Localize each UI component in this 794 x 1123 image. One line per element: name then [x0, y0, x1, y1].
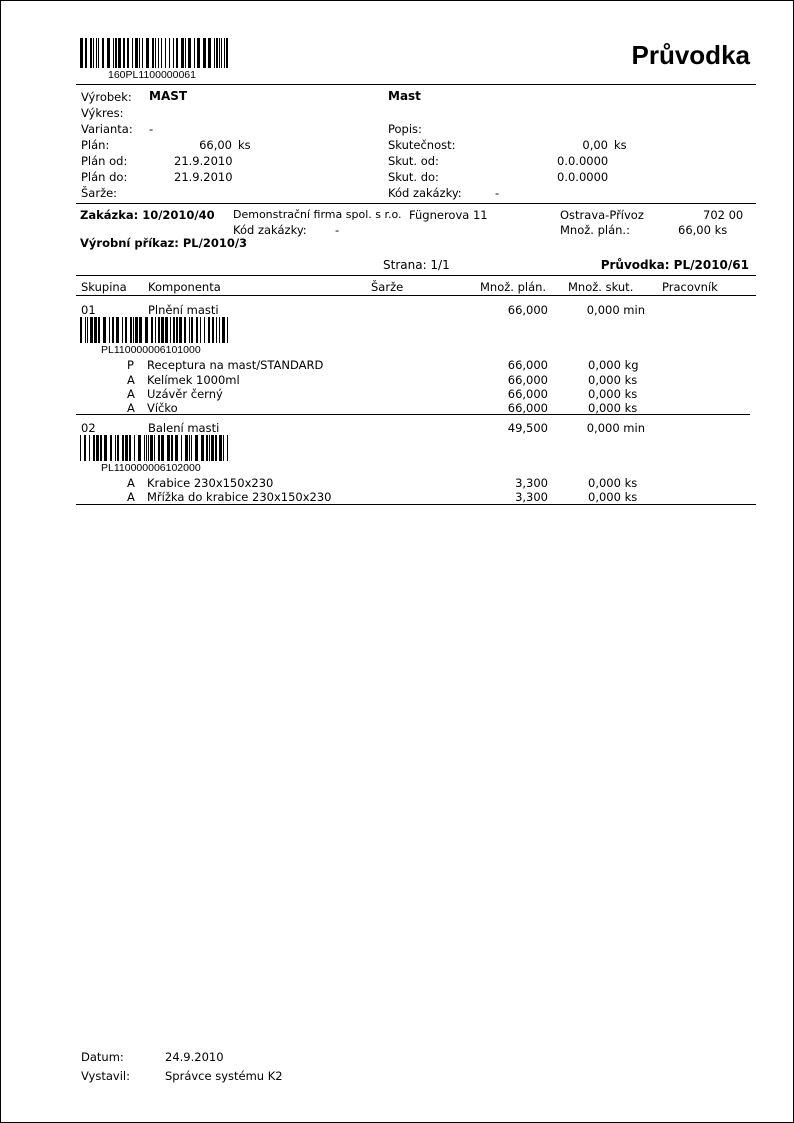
item-type: A: [127, 373, 135, 387]
skutecnost-label: Skutečnost:: [388, 138, 456, 152]
skut-do-value: 0.0.0000: [557, 170, 609, 184]
popis-label: Popis:: [388, 122, 422, 136]
varianta-label: Varianta:: [81, 122, 133, 136]
col-skupina: Skupina: [81, 280, 127, 294]
info-divider: [76, 203, 756, 204]
col-komponenta: Komponenta: [148, 280, 221, 294]
item-name: Krabice 230x150x230: [147, 476, 274, 490]
firma: Demonstrační firma spol. s r.o.: [233, 208, 402, 221]
item-skut: 0,000 ks: [588, 401, 638, 415]
table-header-divider: [76, 295, 756, 296]
header-barcode: [80, 38, 228, 68]
group-plan: 66,000: [507, 303, 548, 317]
item-plan: 66,000: [507, 358, 548, 372]
group-barcode: [80, 317, 228, 343]
item-type: A: [127, 387, 135, 401]
group-barcode-text: PL110000006101000: [101, 344, 201, 356]
group-barcode-text: PL110000006102000: [101, 462, 201, 474]
header-barcode-text: 160PL1100000061: [108, 69, 196, 81]
psc: 702 00: [703, 208, 744, 222]
datum-value: 24.9.2010: [165, 1050, 224, 1064]
item-name: Receptura na mast/STANDARD: [147, 358, 324, 372]
group-name: Balení masti: [148, 421, 220, 435]
item-plan: 3,300: [515, 476, 548, 490]
skut-od-label: Skut. od:: [388, 154, 439, 168]
page-number: Strana: 1/1: [383, 258, 450, 272]
document-title: Průvodka: [631, 40, 750, 70]
plan-value: 66,00: [199, 138, 232, 152]
skutecnost-value: 0,00: [582, 138, 608, 152]
item-skut: 0,000 ks: [588, 387, 638, 401]
col-sarze: Šarže: [371, 280, 404, 294]
item-skut: 0,000 kg: [588, 358, 639, 372]
item-name: Mřížka do krabice 230x150x230: [147, 490, 332, 504]
vystavil-label: Vystavil:: [81, 1069, 130, 1083]
mesto: Ostrava-Přívoz: [560, 208, 644, 222]
table-bottom-divider: [76, 504, 756, 505]
kod-zakazky-value: -: [495, 186, 500, 200]
vyrobek-label: Výrobek:: [81, 90, 132, 104]
item-name: Kelímek 1000ml: [147, 373, 240, 387]
zakazka: Zakázka: 10/2010/40: [80, 208, 215, 222]
vykres-label: Výkres:: [81, 106, 124, 120]
datum-label: Datum:: [81, 1050, 124, 1064]
table-top-divider: [76, 275, 756, 276]
group-skut: 0,000 min: [586, 303, 645, 317]
item-name: Víčko: [147, 401, 178, 415]
item-skut: 0,000 ks: [588, 490, 638, 504]
item-plan: 66,000: [507, 401, 548, 415]
group-name: Plnění masti: [148, 303, 219, 317]
item-type: A: [127, 476, 135, 490]
group-code: 01: [81, 303, 96, 317]
ulice: Fügnerova 11: [409, 208, 488, 222]
vyrobni-prikaz: Výrobní příkaz: PL/2010/3: [80, 236, 248, 250]
plan-do-value: 21.9.2010: [174, 170, 233, 184]
mnoz-plan-label: Množ. plán.:: [560, 223, 630, 237]
skut-od-value: 0.0.0000: [557, 154, 609, 168]
plan-do-label: Plán do:: [81, 170, 128, 184]
col-mnoz-skut: Množ. skut.: [568, 280, 634, 294]
kod-zakazky-label: Kód zakázky:: [388, 186, 462, 200]
col-pracovnik: Pracovník: [662, 280, 718, 294]
item-plan: 3,300: [515, 490, 548, 504]
pruvodka-number: Průvodka: PL/2010/61: [600, 258, 749, 272]
plan-unit: ks: [238, 138, 251, 152]
group-divider: [76, 414, 750, 415]
item-type: P: [127, 358, 134, 372]
item-name: Uzávěr černý: [147, 387, 223, 401]
vystavil-value: Správce systému K2: [165, 1069, 283, 1083]
skutecnost-unit: ks: [614, 138, 627, 152]
group-skut: 0,000 min: [586, 421, 645, 435]
varianta-value: -: [149, 122, 154, 136]
col-mnoz-plan: Množ. plán.: [480, 280, 547, 294]
item-plan: 66,000: [507, 373, 548, 387]
group-plan: 49,500: [507, 421, 548, 435]
item-skut: 0,000 ks: [588, 373, 638, 387]
group-code: 02: [81, 421, 96, 435]
sarze-label: Šarže:: [81, 186, 118, 200]
plan-label: Plán:: [81, 138, 110, 152]
vyrobek-name: Mast: [388, 89, 421, 103]
item-plan: 66,000: [507, 387, 548, 401]
order-kod-value: -: [335, 223, 340, 237]
mnoz-plan-value: 66,00 ks: [678, 223, 728, 237]
header-divider: [76, 84, 756, 85]
item-type: A: [127, 490, 135, 504]
order-kod-label: Kód zakázky:: [233, 223, 307, 237]
plan-od-label: Plán od:: [81, 154, 128, 168]
plan-od-value: 21.9.2010: [174, 154, 233, 168]
skut-do-label: Skut. do:: [388, 170, 439, 184]
group-barcode: [80, 435, 228, 461]
vyrobek-value: MAST: [149, 89, 188, 103]
item-skut: 0,000 ks: [588, 476, 638, 490]
item-type: A: [127, 401, 135, 415]
